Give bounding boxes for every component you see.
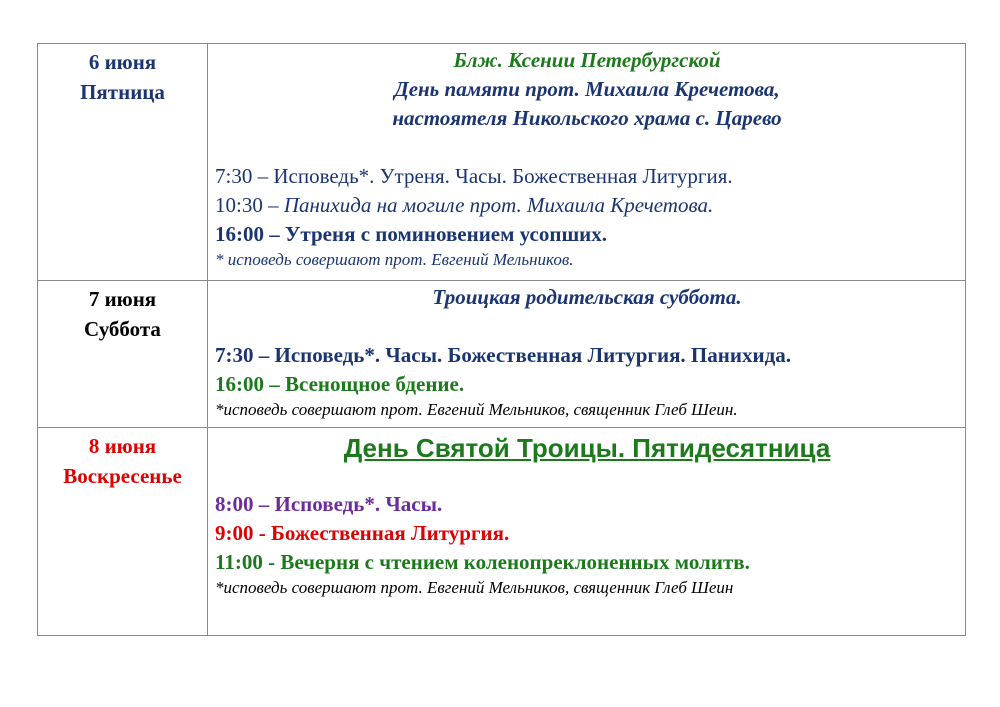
confession-note: *исповедь совершают прот. Евгений Мельников, священник Глеб Шеин.	[215, 400, 738, 419]
service-line	[215, 548, 959, 577]
service-text: Вечерня с чтением коленопреклоненных молитв.	[280, 550, 750, 574]
services-cell	[208, 44, 966, 281]
service-text: Всенощное бдение.	[285, 372, 465, 396]
service-time: 16:00 –	[215, 372, 285, 396]
service-time: 16:00 –	[215, 222, 285, 246]
service-time: 7:30 –	[215, 343, 275, 367]
service-text: Утреня с поминовением усопших.	[285, 222, 608, 246]
date: 7 июня	[88, 287, 157, 311]
schedule-row-june-6	[38, 44, 966, 281]
weekday: Воскресенье	[63, 464, 182, 488]
date-cell	[38, 428, 208, 636]
commemoration-line: День памяти прот. Михаила Кречетова,	[394, 77, 780, 101]
service-line	[215, 162, 959, 191]
service-line	[215, 191, 959, 220]
services-cell	[208, 428, 966, 636]
service-text: Божественная Литургия.	[271, 521, 510, 545]
service-time: 11:00 -	[215, 550, 281, 574]
schedule-row-june-8	[38, 428, 966, 636]
service-time: 7:30 –	[215, 164, 274, 188]
service-line	[215, 220, 959, 249]
date: 6 июня	[88, 50, 157, 74]
feast-title: Троицкая родительская суббота.	[432, 285, 742, 309]
service-text: Панихида на могиле прот. Михаила Кречетова.	[283, 193, 714, 217]
service-time: 9:00 -	[215, 521, 271, 545]
date-cell	[38, 44, 208, 281]
confession-note: * исповедь совершают прот. Евгений Мельников.	[215, 250, 574, 269]
service-text: Исповедь*. Утреня. Часы. Божественная Литургия.	[273, 164, 733, 188]
schedule-table	[37, 43, 966, 636]
confession-note: *исповедь совершают прот. Евгений Мельников, священник Глеб Шеин	[215, 578, 734, 597]
service-time: 10:30 –	[215, 193, 284, 217]
service-text: Исповедь*. Часы.	[274, 492, 443, 516]
weekday: Суббота	[84, 317, 161, 341]
schedule-row-june-7	[38, 281, 966, 428]
service-line	[215, 370, 959, 399]
date-cell	[38, 281, 208, 428]
service-text: Исповедь*. Часы. Божественная Литургия. Панихида.	[274, 343, 791, 367]
feast-title: Блж. Ксении Петербургской	[453, 48, 721, 72]
commemoration-line: настоятеля Никольского храма с. Царево	[392, 106, 782, 130]
service-line	[215, 341, 959, 370]
date: 8 июня	[88, 434, 157, 458]
feast-title: День Святой Троицы. Пятидесятница	[343, 433, 831, 463]
services-cell	[208, 281, 966, 428]
weekday: Пятница	[80, 80, 165, 104]
service-line	[215, 490, 959, 519]
service-line	[215, 519, 959, 548]
service-time: 8:00 –	[215, 492, 275, 516]
